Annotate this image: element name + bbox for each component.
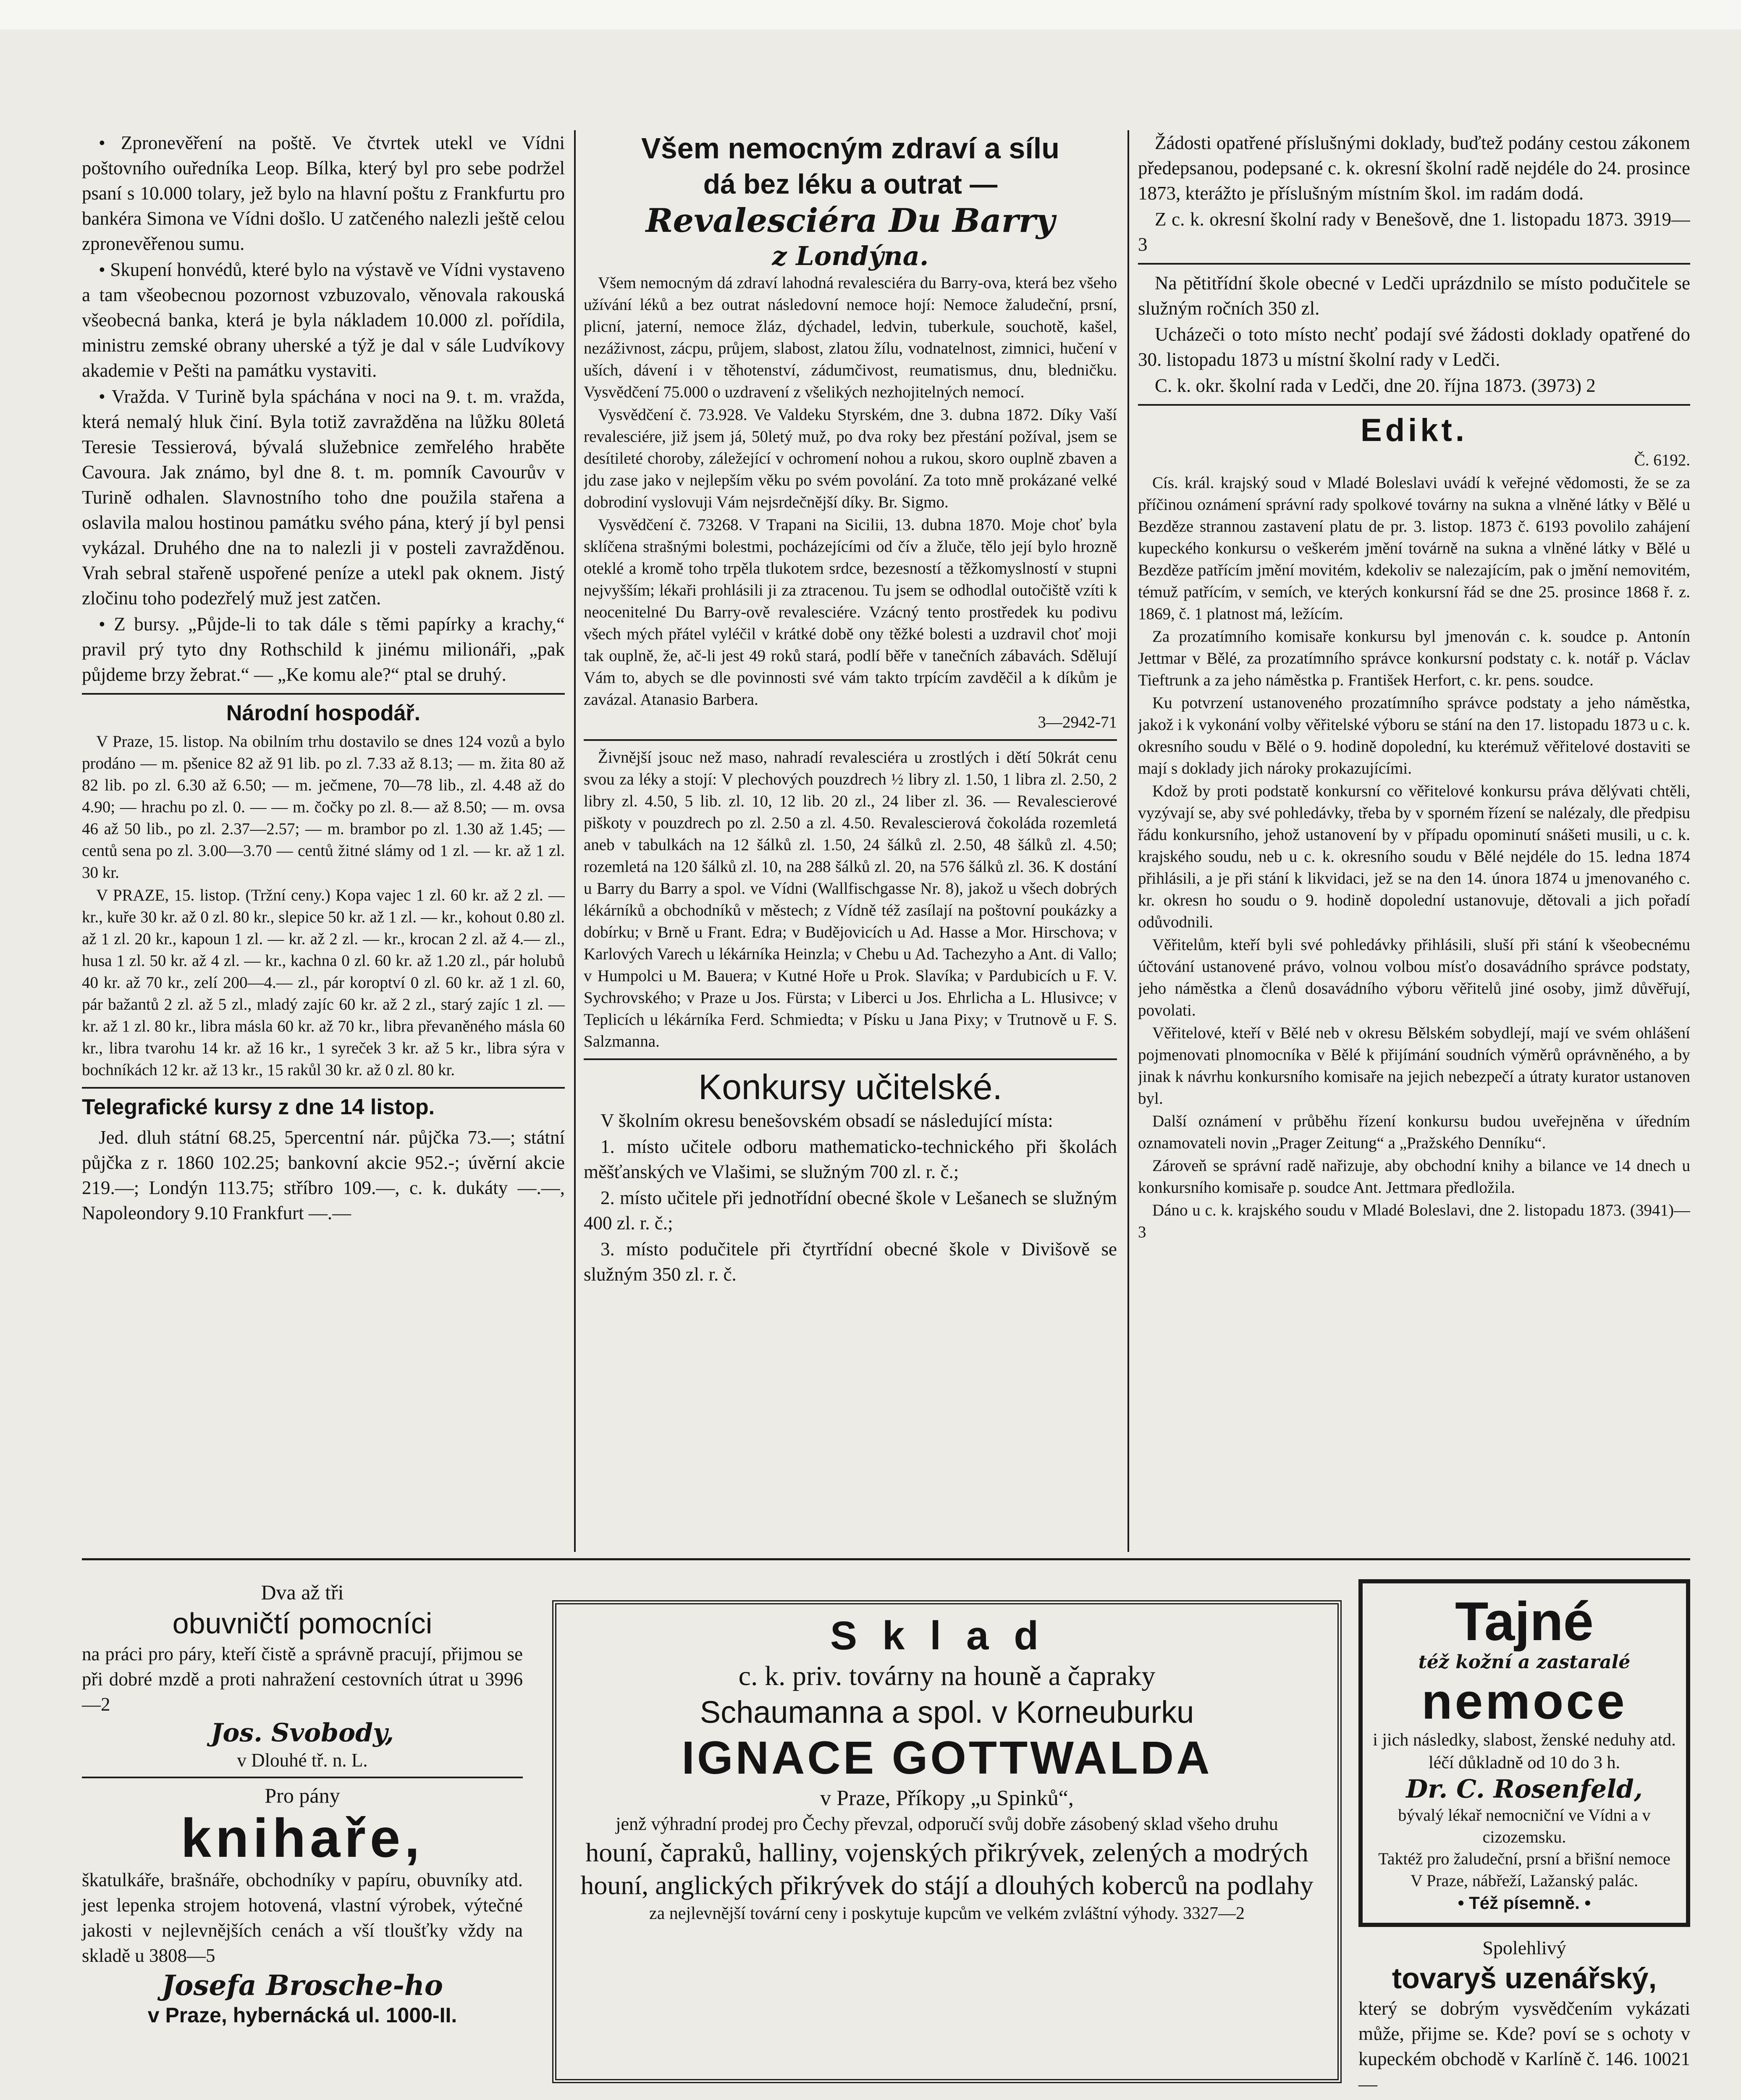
edikt-para-1: Cís. král. krajský soud v Mladé Boleslavi uvádí k veřejné vědomosti, že se za příčinou oznámení správní rady spolkové továrny na sukna a vlněné látky v Bělé u Bezděze strannou zastavení platu de pr. 3. listop. 1873 č. 6193 povolilo zahájení kupeckého konkursu o veškerém jmění továrně na sukna a vlněné látky v Bělé u Bezděze patřícím jmění movitém, kdekoliv se nalezajícím, pak o jmění nemovitém, témuž patřícím, v semích, ve kterých konkursní řád se dne 25. prosince 1868 ř. z. 1869, č. 1 platnost má, ležícím.: [1138, 474, 1690, 623]
ad1-firm-address: v Praze, hybernácká ul. 1000-II.: [147, 2003, 457, 2027]
konkursy-heading: Konkursy učitelské.: [698, 1067, 1002, 1107]
ad-prices: Živnější jsouc než maso, nahradí revalesciéra u zrostlých i dětí 50krát cenu svou za léky a stojí: V plechových pouzdrech ½ libry zl. 1.50, 1 libra zl. 2.50, 2 libry zl. 4.50, 5 lib. zl. 10, 12 lib. 20 zl., 24 liber zl. 36. — Revalescierové piškoty v pouzdrech po zl. 2.50 a zl. 4.50. Revalescierová čokoláda rozemletá aneb v tabulkách na 12 šálků zl. 1.50, 24 šálků zl. 2.50, 48 šálků zl. 4.50; rozemletá na 120 šálků zl. 10, na 288 šálků zl. 20, na 576 šálků zl. 36. K dostání u Barry du Barry a spol. ve Vídni (Wallfischgasse Nr. 8), jakož u všech dobrých lékárníků a obchodníků v městech; z Vídně též zasílají na poštovní poukázky a dobírku; v Brně u Frant. Edra; v Budějovicích u Ad. Hasse a Mor. Hirschova; v Karlových Varech u lékárníka Heinzla; v Chebu u Ad. Tachezyho a Ant. di Vallo; v Humpolci u M. Bauera; v Kutné Hoře u Prok. Slavíka; v Pardubicích u F. V. Sychrovského; v Praze u Jos. Fürsta; v Liberci u Jos. Ehrlicha a L. Hlusivce; v Teplicích u lékárníka Ferd. Schmiedta; v Písku u Jana Pixy; v Trutnově u F. S. Salzmanna.: [584, 748, 1117, 1050]
ad2-address: v Praze, Příkopy „u Spinků“,: [820, 1786, 1074, 1810]
ad2-sklad: Sklad: [830, 1613, 1064, 1658]
ad1-bookbinders: knihaře,: [181, 1807, 424, 1869]
notice-applications: Žádosti opatřené příslušnými doklady, buďtež podány cestou zákonem předepsanou, podepsané c. k. okresní školní radě nejdéle do 24. prosince 1873, kterážto je příslušným místním škol. im radám dodá.: [1138, 132, 1690, 204]
ad-code: 3—2942-71: [1038, 713, 1117, 731]
ad1-headline: obuvničtí pomocníci: [172, 1607, 433, 1640]
ad3-title: Tajné: [1455, 1591, 1594, 1652]
ad3-body: i jich následky, slabost, ženské neduhy atd. léčí důkladně od 10 do 3 h.: [1373, 1730, 1676, 1772]
edikt-number: Č. 6192.: [1634, 451, 1690, 469]
ad3-nemoce: nemoce: [1421, 1673, 1627, 1730]
ad3-credentials: bývalý lékař nemocniční ve Vídni a v cizozemsku.: [1398, 1806, 1651, 1846]
notice-benesov-signature: Z c. k. okresní školní rady v Benešově, dne 1. listopadu 1873. 3919—3: [1138, 209, 1690, 255]
section-divider: [1138, 404, 1690, 406]
ad1-divider: [82, 1777, 523, 1778]
ad3-address: Taktéž pro žaludeční, prsní a břišní nemoce V Praze, nábřeží, Lažanský palác.: [1378, 1849, 1670, 1890]
konkursy-place-2: 2. místo učitele při jednotřídní obecné škole v Lešanech se služným 400 zl. r. č.;: [584, 1187, 1117, 1234]
notice-ledec-vacancy: Na pětitřídní škole obecné v Ledči uprázdnilo se místo podučitele se služným ročních 350 zl.: [1138, 273, 1690, 319]
konkursy-intro: V školním okresu benešovském obsadí se následující místa:: [600, 1110, 1053, 1131]
notice-ledec-applications: Ucházeči o toto místo nechť podají své žádosti doklady opatřené do 30. listopadu 1873 u místní školní rady v Ledči.: [1138, 324, 1690, 370]
ad3-doctor: Dr. C. Rosenfeld,: [1406, 1774, 1643, 1804]
konkursy-place-1: 1. místo učitele odboru mathematicko-technického při školách měšťanských ve Vlašimi, se služným 700 zl. r. č.;: [584, 1136, 1117, 1182]
column-news: [82, 130, 565, 1552]
ad1-line6: Pro pány: [265, 1784, 340, 1807]
ad2-company: Schaumanna a spol. v Korneuburku: [700, 1695, 1194, 1730]
edikt-para-3: Ku potvrzení ustanoveného prozatímního správce podstaty a jeho náměstka, jakož i k vykonání volby věřitelské výboru se stání na den 17. listopadu 1873 u c. k. okresního soudu v Bělé o 9. hodině dopolední, ku kterémuž věřitelové dostaviti se mají s doklady jich nároky prokazujícími.: [1138, 694, 1690, 777]
section-divider: [82, 693, 565, 695]
edikt-signature: Dáno u c. k. krajského soudu v Mladé Boleslavi, dne 2. listopadu 1873. (3941)—3: [1138, 1201, 1690, 1241]
ad1-body: na práci pro páry, kteří čistě a správně pracují, přijmou se při dobré mzdě a proti nahražení cestovních útrat u 3996—2: [82, 1643, 523, 1715]
ad2-owner: IGNACE GOTTWALDA: [682, 1732, 1212, 1784]
telegraph-heading: Telegrafické kursy z dne 14 listop.: [82, 1095, 435, 1119]
edikt-para-7: Další oznámení v průběhu řízení konkursu budou uveřejněna v úředním oznamovateli novin „Prager Zeitung“ a „Pražského Denníku“.: [1138, 1112, 1690, 1152]
section-divider: [82, 1087, 565, 1089]
edikt-para-8: Zároveň se správní radě nařizuje, aby obchodní knihy a bilance ve 14 dnech u konkursního komisaře p. soudce Ant. Jettmara předložila.: [1138, 1157, 1690, 1197]
ad2-footer: za nejlevnější tovární ceny i poskytuje kupcům ve velkém zvláštní výhody. 3327—2: [649, 1904, 1245, 1923]
ad-subheadline: dá bez léku a outrat —: [703, 168, 998, 200]
news-item-honved: • Skupení honvédů, které bylo na výstavě ve Vídni vystaveno a tam všeobecnou pozornost vzbuzovalo, věnovala rakouská všeobecná banka, která je byla nákladem 10.000 zl. pořídila, ministru zemské obrany uherské a týž je dal v sále Ludvíkovy akademie v Pešti na památku vystaviti.: [82, 259, 565, 381]
column-rule: [574, 130, 576, 1552]
economy-heading: Národní hospodář.: [226, 701, 421, 725]
ad-testimonial-2: Vysvědčení č. 73268. V Trapani na Sicilii, 13. dubna 1870. Moje choť byla sklíčena strašnými bolestmi, pocházejícími od čív a žluče, tělo její bylo hrozně oteklé a kromě toho trpěla tlukotem srdce, bezesností a těžkomyslností v stupni nejvyšším; lékaři prohlásili ji za ztracenou. Tu jsem se odhodlal outočiště vzíti k neocenitelné Du Barry-ově revalesciére. Vzácný tento prostředek ku podivu všech mých přátel vyléčil v krátké době ony těžké bolesti a uzdravil choť moji tak ouplně, že, ač-li jest 49 roků stará, podlí běře v tanečních zábavách. Sdělují Vám to, abych se dle povinnosti své vám takto trpícím zavděčil a k díkům je zavázal. Atanasio Barbera.: [584, 516, 1117, 709]
ad3-subtitle: též kožní a zastaralé: [1418, 1651, 1631, 1673]
column-notices: [1138, 130, 1690, 1552]
scan-top-edge: [0, 0, 1741, 29]
ads-divider: [82, 1558, 1690, 1560]
news-item-bourse: • Z bursy. „Půjde-li to tak dále s těmi papírky a krachy,“ pravil prý tyto dny Rothschild k jinému milionáři, „pak půjdeme brzy žebrat.“ — „Ke komu ale?“ ptal se druhý.: [82, 614, 565, 685]
column-rule: [1127, 130, 1129, 1552]
ad-origin: z Londýna.: [772, 241, 929, 271]
edikt-heading: Edikt.: [1361, 412, 1468, 448]
ad3-box: [1358, 1579, 1690, 1927]
news-item-embezzlement: • Zpronevěření na poště. Ve čtvrtek utekl ve Vídni poštovního ouředníka Leop. Bílka, který byl pro sebe podržel psaní s 10.000 tolary, jež bylo na hlavní poštu z Frankfurtu pro bankéra Simona ve Vídni došlo. U zatčeného nalezli ještě celou zpronevěřenou sumu.: [82, 132, 565, 254]
ad3-journeyman-body: který se dobrým vysvědčením vykázati může, přijme se. Kde? poví se s ochoty v kupeckém obchodě v Karlíně č. 146. 10021—: [1358, 1998, 1690, 2095]
ad3-line9: Spolehlivý: [1482, 1937, 1566, 1958]
ad3-written: • Též písemně. •: [1458, 1893, 1591, 1913]
ad2-intro: jenž výhradní prodej pro Čechy převzal, odporučí svůj dobře zásobený sklad všeho druhu: [616, 1814, 1278, 1834]
economy-grain-market: V Praze, 15. listop. Na obilním trhu dostavilo se dnes 124 vozů a bylo prodáno — m. pšenice 82 až 91 lib. po zl. 7.33 až 8.13; — m. žita 80 až 82 lib. po zl. 6.30 až 6.50; — m. ječmene, 70—78 lib., zl. 4.48 až do 4.90; — hrachu po zl. 0. — — m. čočky po zl. 8.— až 8.50; — m. ovsa 46 až 50 lib., po zl. 2.37—2.57; — m. brambor po zl. 1.30 až 1.45; — centů sena po zl. 3.00—3.70 — centů žitné slámy od 1 zl. — kr. až 1 zl. 30 kr.: [82, 732, 565, 882]
ad1-line1: Dva až tři: [261, 1580, 344, 1604]
ad2-goods: houní, čapraků, halliny, vojenských přikrývek, zelených a modrých houní, anglických přikrývek do stájí a dlouhých koberců na podlahy: [580, 1838, 1314, 1900]
ad1-body-2: škatulkáře, brašnáře, obchodníky v papíru, obuvníky atd. jest lepenka strojem hotovená, vlastní výrobek, výtečné jakosti v nejlevnějších cenách a vší tloušťky vždy na skladě u 3808—5: [82, 1869, 523, 1966]
edikt-para-2: Za prozatímního komisaře konkursu byl jmenován c. k. soudce p. Antonín Jettmar v Bělé, za prozatímního správce konkursní podstaty c. k. notář p. Václav Tieftrunk a za jeho náměstka p. František Herfort, c. kr. pens. soudce.: [1138, 627, 1690, 689]
ad1-address: v Dlouhé tř. n. L.: [237, 1750, 368, 1771]
ad-body: Všem nemocným dá zdraví lahodná revalesciéra du Barry-ova, která bez všeho užívání léků a bez outrat následovní nemoce hojí: Nemoce žaludeční, prsní, plicní, jaterní, nemoce žláz, dýchadel, ledvin, tuberkule, souchotě, kašel, nezáživnost, zácpu, průjem, slabost, zlatou žílu, vodnatelnost, zimnici, hučení v uších, dávení i v těhotenství, zádumčivost, reumatismus, dnu, bledničku. Vysvědčení 75.000 o uzdravení z všelikých nezhojitelných nemocí.: [584, 274, 1117, 401]
news-item-murder: • Vražda. V Turině byla spáchána v noci na 9. t. m. vražda, která nemalý hluk činí. Byla totiž zavražděna na lůžku 80letá Teresie Tessierová, bývalá služebnice zemřelého hraběte Cavoura. Jak známo, byl dne 8. t. m. pomník Cavourův v Turině odhalen. Slavnostního toho dne použila stařena a oslavila malou hostinou památku svého pána, který jí byl pensi vykázal. Druhého dne na to nalezli ji v posteli zavražděnou. Vrah sebral stařeně uspořené peníze a utekl pak oknem. Jistý zločinu toho podezřelý muž jest zatčen.: [82, 386, 565, 609]
ad-shoemakers-bookbinders: [82, 1579, 523, 2100]
ad3-journeyman: tovaryš uzenářský,: [1392, 1962, 1657, 1995]
edikt-para-6: Věřitelové, kteří v Bělé neb v okresu Bělském sobydlejí, mají ve svém ohlášení pojmenovati plnomocníka v Bělé k přijímání soudních výměrů oprávněného, a by jinak k návrhu konkursního komisaře na jejich nebezpečí a útraty kurator ustanoven byl.: [1138, 1024, 1690, 1108]
ad1-firm: Josefa Brosche-ho: [162, 1969, 443, 2002]
ad-testimonial-1: Vysvědčení č. 73.928. Ve Valdeku Styrském, dne 3. dubna 1872. Díky Vaší revalesciére, již jsem já, 50letý muž, po dva roky bez přestání požíval, jsem se desítileté choroby, záležející v ochromení nohou a rukou, skoro ouplně zbaven a jdu zase jako v nejlepším věku po svém povolání. Za toto mně prokázané velké dobrodiní vyslovuji Vám nejsrdečnější díky. Br. Sigmo.: [584, 406, 1117, 511]
section-divider: [584, 739, 1117, 741]
ad1-name: Jos. Svobody,: [210, 1718, 394, 1748]
konkursy-place-3: 3. místo podučitele při čtyrtřídní obecné škole v Divišově se služným 350 zl. r. č.: [584, 1239, 1117, 1285]
column-revalesciere: [584, 130, 1117, 1552]
ad2-factory: c. k. priv. továrny na houně a čapraky: [738, 1661, 1156, 1691]
ad-secret-diseases: [1358, 1579, 1690, 2100]
section-divider: [584, 1058, 1117, 1060]
ad-headline: Všem nemocným zdraví a sílu: [641, 132, 1059, 165]
ad-product-name: Revalesciéra Du Barry: [645, 202, 1055, 240]
newspaper-page: [82, 130, 1690, 2100]
telegraph-rates: Jed. dluh státní 68.25, 5percentní nár. půjčka 73.—; státní půjčka z r. 1860 102.25; bankovní akcie 952.-; úvěrní akcie 219.—; Londýn 113.75; stříbro 109.—, c. k. dukáty —.—, Napoleondory 9.10 Frankfurt —.—: [82, 1127, 565, 1223]
notice-ledec-signature: C. k. okr. školní rada v Ledči, dne 20. října 1873. (3973) 2: [1155, 375, 1596, 396]
edikt-para-4: Kdož by proti podstatě konkursní co věřitelové konkursu práva dělývati chtěli, vyzývají se, aby své pohledávky, třeba by v sporném řízení se nalézaly, dle předpisu řádu konkursního, jehož ustanovení by v případu opominutí snášeti musili, u c. k. krajského soudu, neb u c. k. okresního soudu v Bělé nejdéle do 15. ledna 1874 přihlásili, a je při stání k likvidaci, jež se na den 14. února 1874 u jmenovaného c. kr. okresn ho soudu o 9. hodině dopolední ustanovuje, dětovali a jich pořadí odůvodnili.: [1138, 782, 1690, 931]
section-divider: [1138, 263, 1690, 265]
economy-market-prices: V PRAZE, 15. listop. (Tržní ceny.) Kopa vajec 1 zl. 60 kr. až 2 zl. — kr., kuře 30 kr. až 0 zl. 80 kr., slepice 50 kr. až 1 zl. — kr., kohout 0.80 zl. až 1 zl. 20 kr., kapoun 1 zl. — kr. až 2 zl. — kr., krocan 2 zl. až 4.— zl., husa 1 zl. 50 kr. až 4 zl. — kr., kachna 0 zl. 60 kr. až 1.20 zl., pár holubů 40 kr. až 70 kr., zelí 200—4.— zl., pár koroptví 0 zl. 60 kr. až 1 zl. 60, pár bažantů 2 zl. až 5 zl., mladý zajíc 60 kr. až 2 zl., starý zajíc 1 zl. — kr. až 1 zl. 80 kr., libra másla 60 kr. až 70 kr., libra převaněného másla 60 kr., libra tvarohu 14 kr. až 16 kr., 1 syreček 3 kr. až 5 kr., libra sýra v bochníkách 12 kr. až 13 kr., 15 rakůl 30 kr. až 0 zl. 80 kr.: [82, 886, 565, 1079]
edikt-para-5: Věřitelům, kteří byli své pohledávky přihlásili, sluší při stání k všeobecnému účtování ustanovené právo, volnou volbou mísťo dosavádního správce podstaty, jeho náměstka a členů dosavádního výboru věřitelů jiné osoby, jimž důvěřují, povolati.: [1138, 936, 1690, 1019]
ad-warehouse-frame: [552, 1600, 1342, 2083]
